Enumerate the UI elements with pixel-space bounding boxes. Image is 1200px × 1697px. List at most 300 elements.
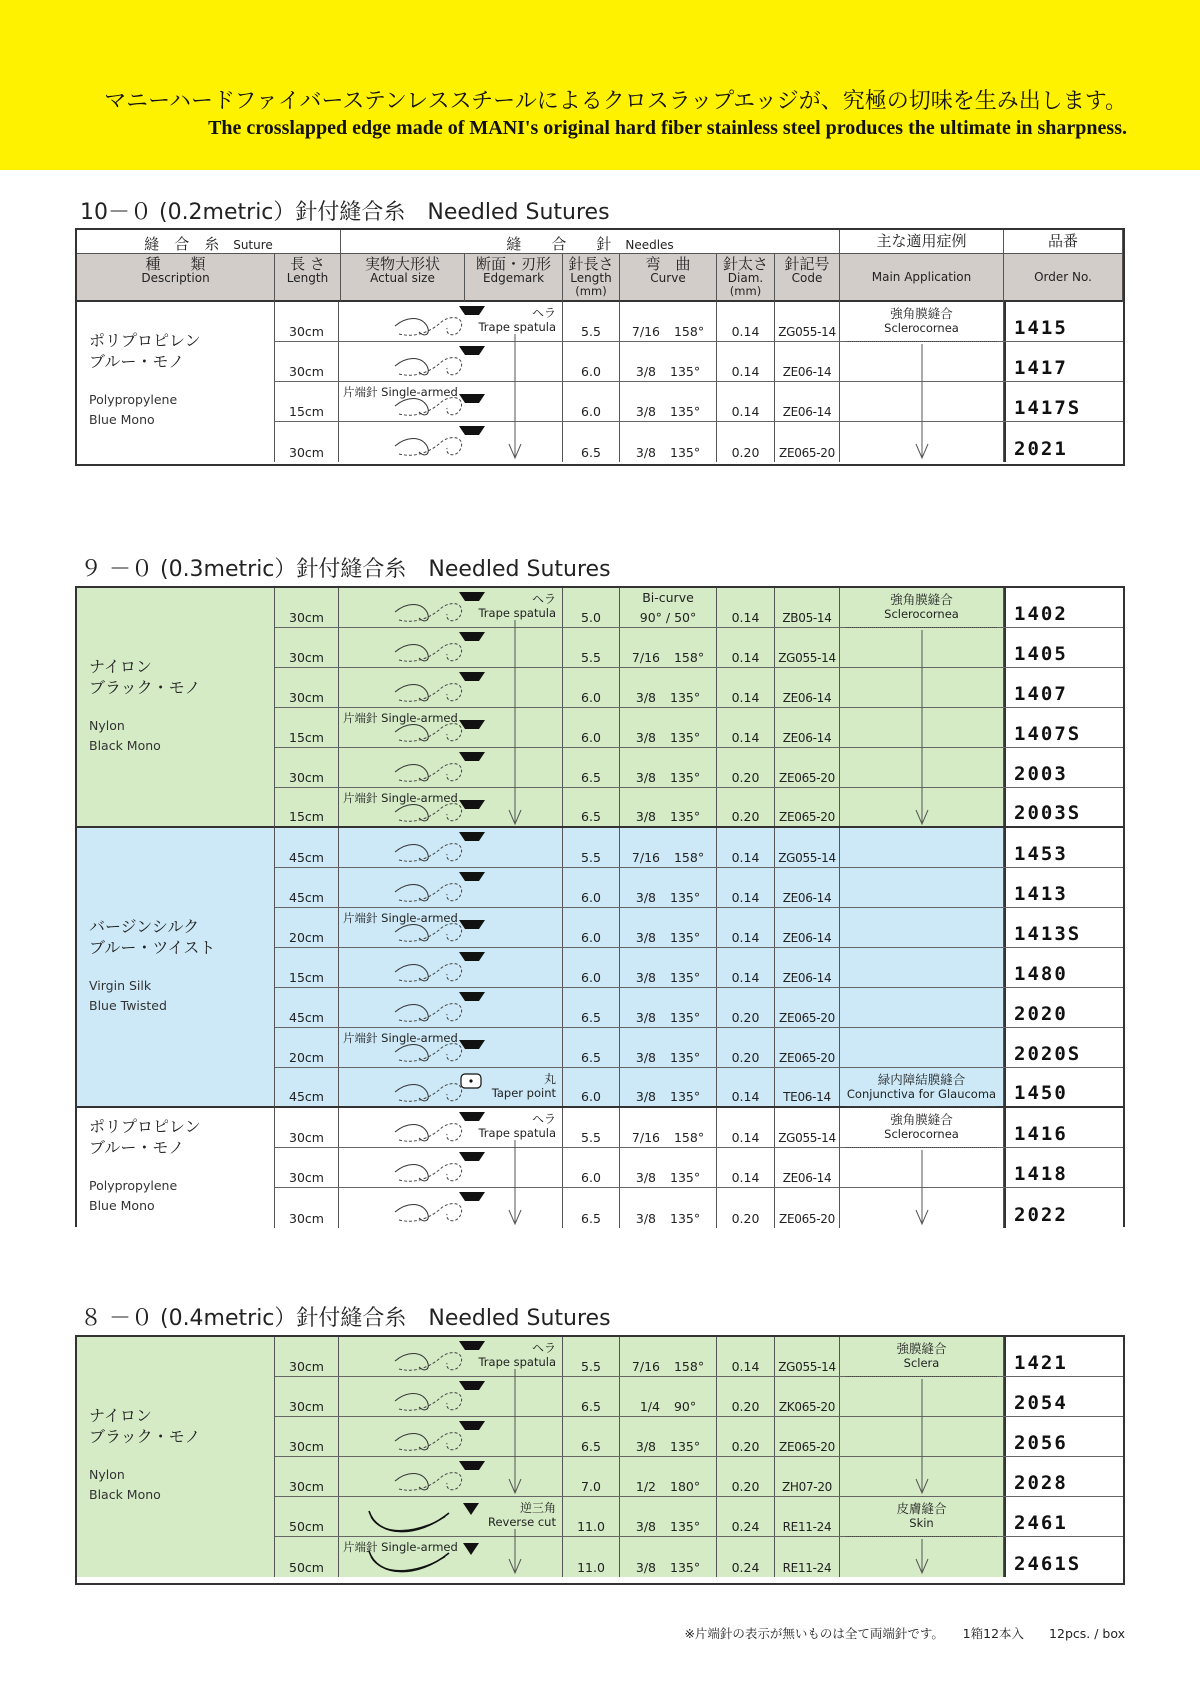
needle-length: 5.0 bbox=[581, 610, 601, 625]
cell-curve bbox=[620, 1457, 717, 1496]
cell-code bbox=[775, 588, 840, 627]
header-description bbox=[77, 254, 275, 302]
needle-shape bbox=[395, 844, 462, 862]
cell-actual bbox=[339, 828, 563, 867]
single-armed-label: 片端針 Single-armed bbox=[343, 791, 458, 805]
needle-sketch-svg bbox=[339, 422, 563, 462]
curve-fraction: 7/16 bbox=[631, 1130, 660, 1145]
cell-code bbox=[775, 1337, 840, 1376]
cell-actual bbox=[339, 908, 563, 947]
header-main-application-en: Main Application bbox=[871, 270, 972, 284]
cell-diam bbox=[717, 668, 775, 707]
needle-shape-icon-strand bbox=[399, 1393, 462, 1411]
table-10-0 bbox=[75, 228, 1125, 466]
suture-group bbox=[77, 588, 275, 828]
order-number: 2003 bbox=[1014, 763, 1068, 785]
needle-code: ZE06-14 bbox=[782, 731, 832, 745]
cell-nlen bbox=[563, 302, 620, 341]
curve-degree: 135° bbox=[670, 730, 701, 745]
needle-shape-icon-strand bbox=[399, 358, 462, 376]
suture-type-jp: ナイロン ブラック・モノ bbox=[89, 1406, 201, 1446]
needle-diameter: 0.20 bbox=[731, 770, 760, 785]
top-banner bbox=[0, 0, 1200, 170]
cell-nlen bbox=[563, 382, 620, 421]
needle-shape bbox=[395, 358, 462, 376]
cell-curve bbox=[620, 868, 717, 907]
cell-order bbox=[1004, 988, 1123, 1027]
curve-a: 90° bbox=[639, 610, 662, 625]
trape-spatula-icon bbox=[459, 992, 485, 1001]
needle-shape-icon-strand bbox=[399, 844, 462, 862]
trape-spatula-icon bbox=[459, 1341, 485, 1350]
cell-len bbox=[275, 828, 339, 867]
application-jp: 緑内障結膜縫合 bbox=[877, 1072, 966, 1087]
order-number: 1417 bbox=[1014, 357, 1068, 379]
cell-nlen bbox=[563, 1417, 620, 1456]
needle-sketch-svg bbox=[339, 342, 563, 382]
needle-length: 6.0 bbox=[581, 930, 601, 945]
curve-fraction: 3/8 bbox=[635, 1560, 656, 1575]
cell-actual bbox=[339, 948, 563, 987]
needle-length: 11.0 bbox=[577, 1519, 605, 1534]
header-needle-length bbox=[563, 254, 620, 302]
cell-actual bbox=[339, 788, 563, 826]
needle-shape-icon-needle bbox=[395, 359, 428, 375]
curve-fraction: 7/16 bbox=[631, 650, 660, 665]
cell-diam bbox=[717, 342, 775, 381]
cell-diam bbox=[717, 302, 775, 341]
cell-diam bbox=[717, 1457, 775, 1496]
cell-actual bbox=[339, 1497, 563, 1536]
curve-degree: 158° bbox=[673, 650, 705, 665]
needle-diameter: 0.14 bbox=[731, 610, 760, 625]
needle-shape-icon bbox=[395, 964, 462, 982]
cell-diam bbox=[717, 1377, 775, 1416]
needle-code: ZG055-14 bbox=[778, 1131, 836, 1145]
table-row bbox=[275, 788, 1123, 828]
curve-fraction: 3/8 bbox=[635, 1010, 656, 1025]
needle-diameter: 0.14 bbox=[731, 970, 760, 985]
order-number: 2003S bbox=[1014, 802, 1082, 824]
trape-spatula-icon bbox=[459, 1381, 485, 1390]
header-code-jp: 針記号 bbox=[784, 255, 830, 273]
needle-code: ZE06-14 bbox=[782, 405, 832, 419]
suture-type-en: Nylon Black Mono bbox=[89, 1467, 161, 1502]
needle-code: ZG055-14 bbox=[778, 1360, 836, 1374]
cell-diam bbox=[717, 788, 775, 826]
cell-app bbox=[840, 588, 1004, 627]
trape-spatula-icon bbox=[459, 832, 485, 841]
needle-length: 11.0 bbox=[577, 1560, 605, 1575]
needle-curve bbox=[620, 324, 716, 339]
cell-actual bbox=[339, 1188, 563, 1228]
needle-length: 6.0 bbox=[581, 970, 601, 985]
needle-shape-icon-strand bbox=[399, 964, 462, 982]
suture-length: 20cm bbox=[289, 930, 324, 945]
needle-length: 7.0 bbox=[581, 1479, 601, 1494]
curve-fraction: 1/4 bbox=[639, 1399, 660, 1414]
header-curve-jp: 弯 曲 bbox=[645, 255, 691, 273]
needle-shape-icon-needle bbox=[395, 1354, 428, 1370]
cell-curve bbox=[620, 1028, 717, 1067]
needle-shape-icon-needle bbox=[395, 1394, 428, 1410]
cell-nlen bbox=[563, 1148, 620, 1187]
cell-code bbox=[775, 668, 840, 707]
order-number: 1418 bbox=[1014, 1163, 1068, 1185]
cell-code bbox=[775, 908, 840, 947]
needle-diameter: 0.14 bbox=[731, 404, 760, 419]
curve-fraction: 3/8 bbox=[635, 970, 656, 985]
cell-nlen bbox=[563, 1537, 620, 1577]
needle-diameter: 0.20 bbox=[731, 1211, 760, 1226]
suture-length: 30cm bbox=[289, 1399, 324, 1414]
header-main-application bbox=[840, 254, 1004, 302]
cell-curve bbox=[620, 1497, 717, 1536]
curve-degree: 135° bbox=[670, 1170, 701, 1185]
header-needle-group-jp: 縫 合 針 bbox=[506, 235, 612, 253]
needle-curve bbox=[620, 930, 716, 945]
suture-length: 30cm bbox=[289, 364, 324, 379]
needle-diameter: 0.24 bbox=[731, 1519, 760, 1534]
order-number: 2022 bbox=[1014, 1204, 1068, 1226]
cell-actual bbox=[339, 1108, 563, 1147]
header-needle-length-unit: (mm) bbox=[575, 284, 607, 298]
cell-len bbox=[275, 1497, 339, 1536]
suture-length: 20cm bbox=[289, 1050, 324, 1065]
cell-diam bbox=[717, 1337, 775, 1376]
order-number: 1415 bbox=[1014, 317, 1068, 339]
needle-sketch-svg bbox=[339, 908, 563, 948]
needle-length: 6.5 bbox=[581, 1050, 601, 1065]
needle-shape-icon-needle bbox=[395, 805, 428, 821]
needle-code: ZE06-14 bbox=[782, 365, 832, 379]
needle-shape bbox=[395, 1164, 462, 1182]
cell-nlen bbox=[563, 1457, 620, 1496]
curve-degree: 135° bbox=[670, 690, 701, 705]
trape-spatula-icon bbox=[459, 346, 485, 355]
cell-order bbox=[1004, 1377, 1123, 1416]
cell-nlen bbox=[563, 1028, 620, 1067]
needle-shape-icon-needle bbox=[395, 965, 428, 981]
table-row bbox=[275, 1457, 1123, 1497]
cell-nlen bbox=[563, 1068, 620, 1106]
needle-shape-icon-strand bbox=[399, 684, 462, 702]
needle-length: 6.0 bbox=[581, 404, 601, 419]
section-title-9-0: ９ －０ (0.3metric）針付縫合糸 Needled Sutures bbox=[80, 557, 611, 582]
cell-curve bbox=[620, 948, 717, 987]
needle-length: 6.5 bbox=[581, 1211, 601, 1226]
cell-len bbox=[275, 628, 339, 667]
needle-shape-icon-strand bbox=[399, 318, 462, 336]
needle-shape-icon-needle bbox=[395, 725, 428, 741]
needle-diameter: 0.20 bbox=[731, 1399, 760, 1414]
needle-shape-icon-strand bbox=[399, 1433, 462, 1451]
cell-order bbox=[1004, 1028, 1123, 1067]
application-arrow bbox=[912, 630, 932, 828]
cell-len bbox=[275, 588, 339, 627]
cell-len bbox=[275, 748, 339, 787]
needle-shape-icon bbox=[395, 1004, 462, 1022]
header-code-en: Code bbox=[791, 271, 823, 285]
cell-actual bbox=[339, 708, 563, 747]
curve-fraction: 3/8 bbox=[635, 809, 656, 824]
cell-nlen bbox=[563, 788, 620, 826]
needle-length: 6.5 bbox=[581, 445, 601, 460]
order-number: 1453 bbox=[1014, 843, 1068, 865]
needle-sketch-svg bbox=[339, 1377, 563, 1417]
cell-code bbox=[775, 1148, 840, 1187]
needle-curve bbox=[620, 404, 716, 419]
needle-length: 6.0 bbox=[581, 730, 601, 745]
needle-length: 6.0 bbox=[581, 364, 601, 379]
table-row bbox=[275, 868, 1123, 908]
needle-shape bbox=[395, 1084, 462, 1102]
curve-fraction: 3/8 bbox=[635, 1439, 656, 1454]
header-actual-size bbox=[341, 254, 465, 302]
header-edgemark-en: Edgemark bbox=[482, 271, 545, 285]
application-arrow bbox=[912, 1379, 932, 1497]
curve-degree: 135° bbox=[670, 1050, 701, 1065]
needle-shape-icon bbox=[395, 764, 462, 782]
needle-shape-icon bbox=[395, 438, 462, 456]
table-header bbox=[77, 230, 1123, 302]
needle-shape-icon-strand bbox=[399, 1164, 462, 1182]
needle-code: ZK065-20 bbox=[778, 1400, 836, 1414]
cell-len bbox=[275, 342, 339, 381]
header-curve-en: Curve bbox=[650, 271, 686, 285]
cell-curve bbox=[620, 588, 717, 627]
curve-fraction: 3/8 bbox=[635, 1211, 656, 1226]
needle-shape bbox=[369, 1551, 449, 1572]
table-row bbox=[275, 908, 1123, 948]
needle-shape bbox=[395, 724, 462, 742]
suture-length: 30cm bbox=[289, 1211, 324, 1226]
needle-code: ZB05-14 bbox=[782, 611, 832, 625]
curve-sep: / bbox=[661, 610, 675, 625]
needle-shape-icon-strand bbox=[399, 1004, 462, 1022]
needle-length: 5.5 bbox=[581, 650, 601, 665]
needle-curve bbox=[620, 770, 716, 785]
needle-shape-icon-needle bbox=[395, 1434, 428, 1450]
cell-curve bbox=[620, 302, 717, 341]
footer-note: ※片端針の表示が無いものは全て両端針です。 1箱12本入 12pcs. / box bbox=[684, 1626, 1125, 1641]
table-row bbox=[275, 668, 1123, 708]
needle-curve bbox=[620, 1170, 716, 1185]
needle-code: ZE065-20 bbox=[779, 1440, 835, 1454]
application-en: Sclerocornea bbox=[884, 1127, 959, 1141]
needle-shape-icon bbox=[395, 1044, 462, 1062]
needle-diameter: 0.14 bbox=[731, 690, 760, 705]
needle-code: ZE065-20 bbox=[779, 446, 835, 460]
cell-order bbox=[1004, 948, 1123, 987]
order-number: 2020 bbox=[1014, 1003, 1068, 1025]
needle-shape-icon-needle bbox=[395, 845, 428, 861]
cell-order bbox=[1004, 668, 1123, 707]
needle-curve bbox=[620, 1130, 716, 1145]
needle-code: ZE06-14 bbox=[782, 891, 832, 905]
table-row bbox=[275, 342, 1123, 382]
cell-curve bbox=[620, 422, 717, 462]
needle-code: TE06-14 bbox=[783, 1090, 831, 1104]
needle-diameter: 0.14 bbox=[731, 1089, 760, 1104]
table-row bbox=[275, 302, 1123, 342]
application-arrow bbox=[912, 1539, 932, 1577]
needle-diameter: 0.14 bbox=[731, 850, 760, 865]
cell-actual bbox=[339, 302, 563, 341]
cell-len bbox=[275, 422, 339, 462]
cell-nlen bbox=[563, 948, 620, 987]
needle-curve bbox=[620, 809, 716, 824]
curve-b: 50° bbox=[674, 610, 697, 625]
cell-code bbox=[775, 1188, 840, 1228]
cell-nlen bbox=[563, 342, 620, 381]
curve-degree: 135° bbox=[670, 809, 701, 824]
needle-shape-icon-needle bbox=[395, 685, 428, 701]
cell-code bbox=[775, 708, 840, 747]
trape-spatula-icon bbox=[459, 1112, 485, 1121]
cell-actual bbox=[339, 382, 563, 421]
needle-shape-icon-needle bbox=[395, 1165, 428, 1181]
trape-spatula-icon bbox=[459, 632, 485, 641]
cell-len bbox=[275, 1337, 339, 1376]
needle-curve bbox=[620, 970, 716, 985]
curve-degree: 135° bbox=[670, 1519, 701, 1534]
needle-shape-icon bbox=[395, 684, 462, 702]
cell-order bbox=[1004, 1537, 1123, 1577]
needle-curve bbox=[620, 610, 716, 625]
needle-shape bbox=[395, 804, 462, 822]
needle-length: 5.5 bbox=[581, 850, 601, 865]
suture-length: 30cm bbox=[289, 650, 324, 665]
needle-shape-icon bbox=[395, 1393, 462, 1411]
curve-degree: 158° bbox=[673, 1359, 705, 1374]
trape-spatula-icon bbox=[459, 752, 485, 761]
curve-degree: 135° bbox=[670, 970, 701, 985]
needle-sketch-svg bbox=[339, 788, 563, 828]
order-number: 2461 bbox=[1014, 1512, 1068, 1534]
table-row bbox=[275, 828, 1123, 868]
needle-diameter: 0.14 bbox=[731, 730, 760, 745]
cell-curve bbox=[620, 988, 717, 1027]
needle-shape-icon-needle bbox=[395, 925, 428, 941]
single-armed-label: 片端針 Single-armed bbox=[343, 711, 458, 725]
curve-degree: 135° bbox=[670, 445, 701, 460]
suture-group bbox=[77, 302, 275, 462]
edgemark-arrow bbox=[505, 620, 525, 828]
cell-actual bbox=[339, 668, 563, 707]
suture-length: 15cm bbox=[289, 404, 324, 419]
needle-sketch-svg bbox=[339, 828, 563, 868]
needle-shape-icon-needle bbox=[395, 1085, 428, 1101]
curve-degree: 135° bbox=[670, 1010, 701, 1025]
needle-shape-icon-strand bbox=[399, 644, 462, 662]
header-length-en: Length bbox=[286, 271, 329, 285]
cell-code bbox=[775, 828, 840, 867]
order-number: 2021 bbox=[1014, 438, 1068, 460]
cell-curve bbox=[620, 382, 717, 421]
needle-shape bbox=[395, 1433, 462, 1451]
cell-app bbox=[840, 1108, 1004, 1147]
needle-shape-icon bbox=[395, 1164, 462, 1182]
curve-degree: 158° bbox=[673, 1130, 705, 1145]
needle-shape bbox=[395, 964, 462, 982]
needle-length: 6.5 bbox=[581, 770, 601, 785]
reverse-cut-icon bbox=[463, 1503, 479, 1515]
needle-shape-icon-strand bbox=[399, 438, 462, 456]
suture-length: 30cm bbox=[289, 1359, 324, 1374]
order-number: 1416 bbox=[1014, 1123, 1068, 1145]
cell-app bbox=[840, 828, 1004, 867]
needle-diameter: 0.24 bbox=[731, 1560, 760, 1575]
cell-nlen bbox=[563, 1337, 620, 1376]
cell-order bbox=[1004, 628, 1123, 667]
cell-actual bbox=[339, 868, 563, 907]
needle-shape-icon bbox=[395, 318, 462, 336]
header-needle-length-en: Length bbox=[570, 271, 612, 285]
cell-len bbox=[275, 1537, 339, 1577]
cell-app bbox=[840, 908, 1004, 947]
cell-curve bbox=[620, 1337, 717, 1376]
table-row bbox=[275, 1068, 1123, 1108]
needle-shape bbox=[395, 1044, 462, 1062]
application-en: Conjunctiva for Glaucoma bbox=[846, 1087, 997, 1101]
needle-curve bbox=[620, 1560, 716, 1575]
cell-app bbox=[840, 1497, 1004, 1536]
suture-length: 30cm bbox=[289, 1439, 324, 1454]
needle-diameter: 0.14 bbox=[731, 1130, 760, 1145]
trape-spatula-icon bbox=[459, 394, 485, 403]
needle-sketch-svg bbox=[339, 1457, 563, 1497]
single-armed-label: 片端針 Single-armed bbox=[343, 385, 458, 399]
trape-spatula-icon bbox=[459, 952, 485, 961]
application-jp: 強角膜縫合 bbox=[890, 306, 953, 321]
needle-code: ZE065-20 bbox=[779, 810, 835, 824]
cell-curve bbox=[620, 668, 717, 707]
needle-shape bbox=[395, 1473, 462, 1491]
edgemark-arrow bbox=[505, 1529, 525, 1577]
needle-shape bbox=[395, 764, 462, 782]
trape-spatula-icon bbox=[459, 1461, 485, 1470]
cell-nlen bbox=[563, 628, 620, 667]
needle-sketch-svg bbox=[339, 628, 563, 668]
needle-code: ZE065-20 bbox=[779, 1212, 835, 1226]
needle-shape-icon bbox=[395, 924, 462, 942]
needle-diameter: 0.14 bbox=[731, 890, 760, 905]
trape-spatula-icon bbox=[459, 720, 485, 729]
needle-curve bbox=[620, 1479, 716, 1494]
needle-shape bbox=[395, 644, 462, 662]
suture-type-en: Polypropylene Blue Mono bbox=[89, 392, 178, 427]
cell-nlen bbox=[563, 908, 620, 947]
needle-sketch-svg bbox=[339, 1417, 563, 1457]
needle-shape-icon-strand bbox=[399, 1044, 462, 1062]
needle-code: ZE065-20 bbox=[779, 771, 835, 785]
order-number: 2056 bbox=[1014, 1432, 1068, 1454]
needle-shape-icon bbox=[395, 1124, 462, 1142]
needle-diameter: 0.14 bbox=[731, 1359, 760, 1374]
section-title-8-0: ８ －０ (0.4metric）針付縫合糸 Needled Sutures bbox=[80, 1306, 611, 1331]
table-row bbox=[275, 1537, 1123, 1577]
bicurve-label: Bi-curve bbox=[642, 590, 694, 605]
header-needle-group-en: Needles bbox=[625, 238, 674, 252]
curve-fraction: 7/16 bbox=[631, 850, 660, 865]
suture-group bbox=[77, 828, 275, 1108]
curve-fraction: 3/8 bbox=[635, 1519, 656, 1534]
needle-shape-icon bbox=[395, 1433, 462, 1451]
needle-shape bbox=[395, 924, 462, 942]
edge-jp-label: 逆三角 bbox=[519, 1501, 556, 1515]
cell-diam bbox=[717, 422, 775, 462]
